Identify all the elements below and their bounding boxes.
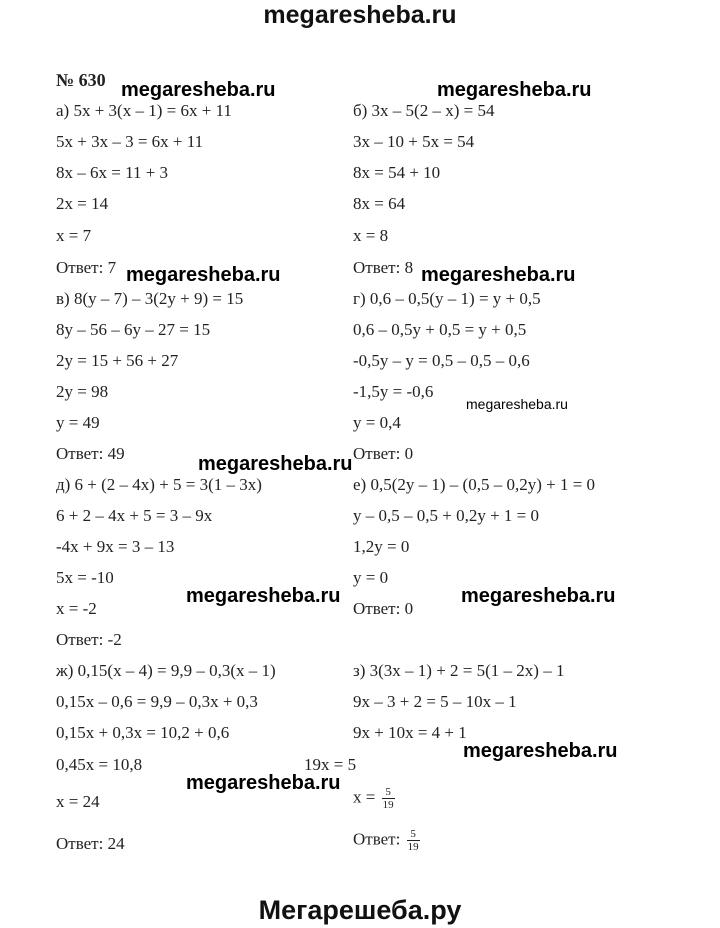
solution-line: 1,2y = 0 (353, 537, 410, 556)
answer-line-fraction (353, 828, 420, 853)
fraction-numerator: 5 (407, 828, 420, 841)
solution-line: з) 3(3x – 1) + 2 = 5(1 – 2x) – 1 (353, 661, 565, 680)
watermark: megaresheba.ru (421, 264, 576, 286)
solution-line: 5x + 3x – 3 = 6x + 11 (56, 132, 204, 151)
solution-line: д) 6 + (2 – 4x) + 5 = 3(1 – 3x) (56, 475, 262, 494)
problem-number: № 630 (56, 70, 106, 90)
watermark: megaresheba.ru (121, 79, 276, 101)
solution-line: 3x – 10 + 5x = 54 (353, 132, 475, 151)
solution-line: 6 + 2 – 4x + 5 = 3 – 9x (56, 506, 213, 525)
watermark: megaresheba.ru (466, 396, 568, 412)
solution-line: -1,5y = -0,6 (353, 382, 434, 401)
fraction (382, 786, 395, 811)
solution-line: 19x = 5 (304, 755, 357, 774)
solution-line: y – 0,5 – 0,5 + 0,2y + 1 = 0 (353, 506, 540, 525)
solution-line: 2y = 98 (56, 382, 109, 401)
answer-line: Ответ: 24 (56, 834, 125, 853)
solution-line: y = 0,4 (353, 413, 401, 432)
solution-line-fraction (353, 786, 395, 811)
solution-line: 8y – 56 – 6y – 27 = 15 (56, 320, 211, 339)
solution-line: y = 0 (353, 568, 389, 587)
answer-line: Ответ: 8 (353, 258, 414, 277)
solution-line: 2y = 15 + 56 + 27 (56, 351, 179, 370)
watermark: megaresheba.ru (186, 585, 341, 607)
solution-line: x = -2 (56, 599, 97, 618)
answer-line: Ответ: 0 (353, 444, 414, 463)
solution-line: 9x – 3 + 2 = 5 – 10x – 1 (353, 692, 517, 711)
solution-line: 8x = 54 + 10 (353, 163, 441, 182)
watermark: megaresheba.ru (463, 740, 618, 762)
solution-line: 0,45x = 10,8 (56, 755, 143, 774)
fraction-prefix: x = (353, 787, 380, 807)
solution-line: 0,6 – 0,5y + 0,5 = y + 0,5 (353, 320, 527, 339)
solution-line: -0,5y – y = 0,5 – 0,5 – 0,6 (353, 351, 530, 370)
solution-line: е) 0,5(2y – 1) – (0,5 – 0,2y) + 1 = 0 (353, 475, 596, 494)
watermark: megaresheba.ru (461, 585, 616, 607)
solution-line: 9x + 10x = 4 + 1 (353, 723, 467, 742)
solution-line: 5x = -10 (56, 568, 114, 587)
solution-line: 0,15x – 0,6 = 9,9 – 0,3x + 0,3 (56, 692, 258, 711)
site-header: megaresheba.ru (263, 1, 457, 29)
solution-line: г) 0,6 – 0,5(y – 1) = y + 0,5 (353, 289, 541, 308)
solution-line: y = 49 (56, 413, 100, 432)
fraction (407, 828, 420, 853)
watermark: megaresheba.ru (126, 264, 281, 286)
solution-line: 2x = 14 (56, 194, 109, 213)
site-footer: Мегарешеба.ру (258, 895, 462, 925)
solution-line: x = 8 (353, 226, 389, 245)
solution-line: 0,15x + 0,3x = 10,2 + 0,6 (56, 723, 230, 742)
answer-line: Ответ: 49 (56, 444, 125, 463)
solution-line: x = 7 (56, 226, 92, 245)
fraction-numerator: 5 (382, 786, 395, 799)
solution-line: x = 24 (56, 792, 100, 811)
answer-line: Ответ: -2 (56, 630, 122, 649)
solution-line: 8x = 64 (353, 194, 406, 213)
watermark: megaresheba.ru (437, 79, 592, 101)
fraction-denominator: 19 (382, 799, 394, 811)
answer-line: Ответ: 0 (353, 599, 414, 618)
solution-line: б) 3x – 5(2 – x) = 54 (353, 101, 495, 120)
solution-line: 8x – 6x = 11 + 3 (56, 163, 169, 182)
answer-line: Ответ: 7 (56, 258, 117, 277)
solution-line: ж) 0,15(x – 4) = 9,9 – 0,3(x – 1) (56, 661, 276, 680)
solution-line: в) 8(y – 7) – 3(2y + 9) = 15 (56, 289, 244, 308)
watermark: megaresheba.ru (186, 772, 341, 794)
fraction-denominator: 19 (407, 841, 419, 853)
solution-line: а) 5x + 3(x – 1) = 6x + 11 (56, 101, 232, 120)
answer-prefix: Ответ: (353, 829, 405, 849)
solution-line: -4x + 9x = 3 – 13 (56, 537, 175, 556)
watermark: megaresheba.ru (198, 453, 353, 475)
